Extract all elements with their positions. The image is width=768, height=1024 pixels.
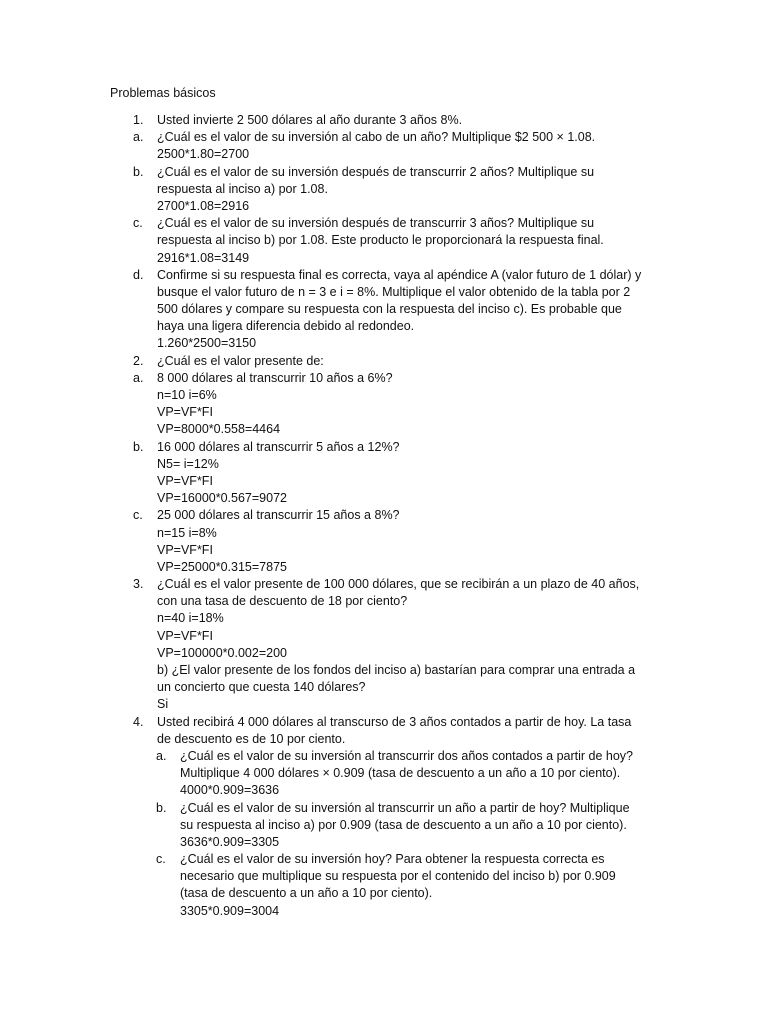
text-line: 1.260*2500=3150 xyxy=(157,336,257,351)
list-item xyxy=(0,748,768,800)
list-item xyxy=(0,215,768,267)
document-title: Problemas básicos xyxy=(110,86,216,100)
text-line: 8 000 dólares al transcurrir 10 años a 6%? xyxy=(157,370,393,385)
list-item-marker: a. xyxy=(133,370,144,385)
text-line: 16 000 dólares al transcurrir 5 años a 12%? xyxy=(157,439,400,454)
list-item-text xyxy=(157,714,677,748)
text-line: con una tasa de descuento de 18 por ciento? xyxy=(157,594,408,609)
list-item-text xyxy=(180,851,680,920)
text-line: VP=VF*FI xyxy=(157,405,213,420)
text-line: ¿Cuál es el valor de su inversión hoy? Para obtener la respuesta correcta es xyxy=(180,852,605,867)
text-line: haya una ligera diferencia debido al redondeo. xyxy=(157,319,415,334)
list-item xyxy=(0,164,768,216)
text-line: Multiplique 4 000 dólares × 0.909 (tasa de descuento a un año a 10 por ciento). xyxy=(180,766,621,781)
text-line: su respuesta al inciso a) por 0.909 (tasa de descuento a un año a 10 por ciento). xyxy=(180,817,627,832)
list-item xyxy=(0,112,768,129)
list-item xyxy=(0,353,768,370)
list-item-text xyxy=(157,112,677,129)
text-line: n=15 i=8% xyxy=(157,525,217,540)
text-line: ¿Cuál es el valor de su inversión al transcurrir dos años contados a partir de hoy? xyxy=(180,748,634,763)
list-item xyxy=(0,800,768,852)
list-item-marker: a. xyxy=(156,748,167,763)
text-line: Confirme si su respuesta final es correcta, vaya al apéndice A (valor futuro de 1 dólar) y xyxy=(157,267,642,282)
list-item-text xyxy=(157,576,677,714)
text-line: VP=100000*0.002=200 xyxy=(157,645,287,660)
text-line: VP=VF*FI xyxy=(157,542,213,557)
list-item xyxy=(0,370,768,439)
text-line: 3305*0.909=3004 xyxy=(180,903,280,918)
text-line: ¿Cuál es el valor de su inversión al cabo de un año? Multiplique $2 500 × 1.08. xyxy=(157,130,596,145)
list-item xyxy=(0,851,768,920)
text-line: Usted recibirá 4 000 dólares al transcurso de 3 años contados a partir de hoy. La tasa xyxy=(157,714,632,729)
list-item xyxy=(0,714,768,748)
text-line: ¿Cuál es el valor presente de 100 000 dólares, que se recibirán a un plazo de 40 años, xyxy=(157,577,640,592)
list-item-text xyxy=(157,507,677,576)
text-line: 4000*0.909=3636 xyxy=(180,783,280,798)
text-line: ¿Cuál es el valor de su inversión después de transcurrir 2 años? Multiplique su xyxy=(157,164,595,179)
text-line: un concierto que cuesta 140 dólares? xyxy=(157,680,366,695)
list-item-marker: 1. xyxy=(133,113,144,127)
text-line: 2916*1.08=3149 xyxy=(157,250,250,265)
list-item-text xyxy=(180,800,680,852)
list-item-marker: 3. xyxy=(133,577,144,592)
list-item-text xyxy=(157,370,677,439)
text-line: 25 000 dólares al transcurrir 15 años a 8%? xyxy=(157,508,400,523)
list-item-text xyxy=(180,748,680,800)
list-item xyxy=(0,439,768,508)
list-item-marker: c. xyxy=(156,852,166,867)
text-line: ¿Cuál es el valor presente de: xyxy=(157,353,324,368)
text-line: 2700*1.08=2916 xyxy=(157,198,250,213)
list-item-marker: c. xyxy=(133,216,143,231)
list-item xyxy=(0,267,768,353)
list-item-marker: c. xyxy=(133,508,143,523)
list-item-text xyxy=(157,267,677,353)
text-line: ¿Cuál es el valor de su inversión al transcurrir un año a partir de hoy? Multiplique xyxy=(180,800,630,815)
text-line: Si xyxy=(157,697,169,712)
list-item-text xyxy=(157,353,677,370)
list-item-marker: a. xyxy=(133,130,144,145)
text-line: 3636*0.909=3305 xyxy=(180,834,280,849)
list-item-marker: 4. xyxy=(133,714,144,729)
text-line: n=40 i=18% xyxy=(157,611,224,626)
text-line: (tasa de descuento a un año a 10 por ciento). xyxy=(180,886,433,901)
text-line: VP=25000*0.315=7875 xyxy=(157,559,287,574)
list-item-marker: b. xyxy=(133,164,144,179)
text-line: busque el valor futuro de n = 3 e i = 8%. Multiplique el valor obtenido de la tabla por 2 xyxy=(157,284,631,299)
list-item xyxy=(0,576,768,714)
text-line: b) ¿El valor presente de los fondos del inciso a) bastarían para comprar una entrada a xyxy=(157,663,636,677)
text-line: VP=8000*0.558=4464 xyxy=(157,422,281,437)
list-item-text xyxy=(157,129,677,163)
text-line: VP=VF*FI xyxy=(157,628,213,643)
problem-list xyxy=(0,112,768,920)
text-line: de descuento es de 10 por ciento. xyxy=(157,731,346,746)
list-item xyxy=(0,129,768,163)
text-line: N5= i=12% xyxy=(157,456,219,471)
text-line: 2500*1.80=2700 xyxy=(157,147,250,162)
list-item xyxy=(0,507,768,576)
list-item-marker: b. xyxy=(156,800,167,815)
list-item-marker: d. xyxy=(133,267,144,282)
text-line: VP=VF*FI xyxy=(157,473,213,488)
list-item-marker: b. xyxy=(133,439,144,454)
text-line: necesario que multiplique su respuesta por el contenido del inciso b) por 0.909 xyxy=(180,869,616,884)
text-line: Usted invierte 2 500 dólares al año durante 3 años 8%. xyxy=(157,113,463,127)
list-item-marker: 2. xyxy=(133,353,144,368)
text-line: ¿Cuál es el valor de su inversión después de transcurrir 3 años? Multiplique su xyxy=(157,216,595,231)
text-line: 500 dólares y compare su respuesta con la respuesta del inciso c). Es probable que xyxy=(157,302,622,317)
list-item-text xyxy=(157,439,677,508)
text-line: respuesta al inciso a) por 1.08. xyxy=(157,181,328,196)
text-line: VP=16000*0.567=9072 xyxy=(157,491,287,506)
list-item-text xyxy=(157,164,677,216)
list-item-text xyxy=(157,215,677,267)
text-line: n=10 i=6% xyxy=(157,388,217,402)
text-line: respuesta al inciso b) por 1.08. Este producto le proporcionará la respuesta final. xyxy=(157,233,604,248)
